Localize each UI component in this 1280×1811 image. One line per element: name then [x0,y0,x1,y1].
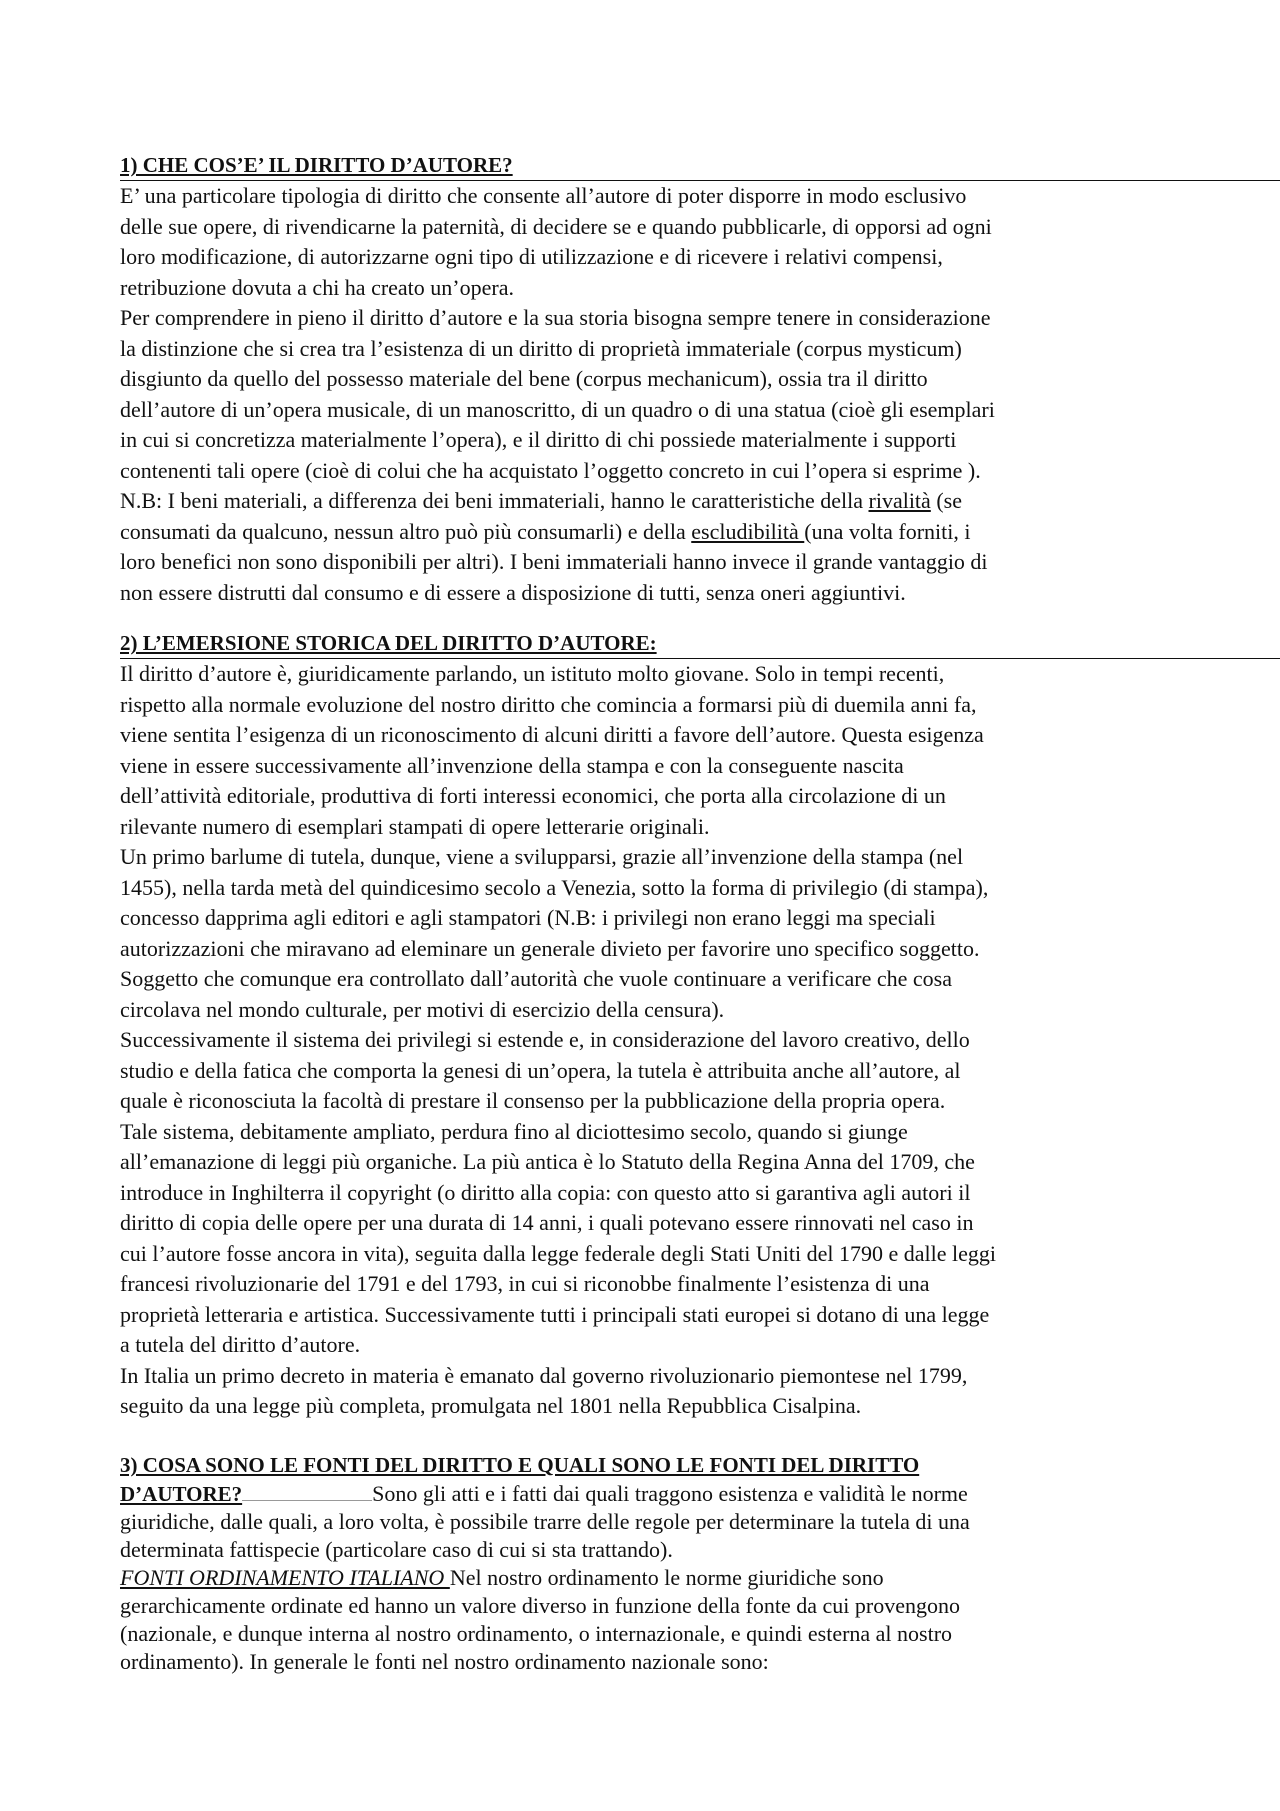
section-3-first-text: Sono gli atti e i fatti dai quali traggono esistenza e validità le norme [372,1481,968,1506]
section-2 [120,628,1280,1422]
paragraph-line: disgiunto da quello del possesso materiale del bene (corpus mechanicum), ossia tra il diritto [120,366,928,391]
paragraph-line: circolava nel mondo culturale, per motivi di esercizio della censura). [120,996,725,1022]
paragraph-line: E’ una particolare tipologia di diritto che consente all’autore di poter disporre in modo esclusivo [120,183,967,208]
paragraph-line: giuridiche, dalle quali, a loro volta, è possibile trarre delle regole per determinare la tutela di una [120,1509,970,1534]
paragraph-line: (nazionale, e dunque interna al nostro ordinamento, o internazionale, e quindi esterna al nostro [120,1621,953,1646]
paragraph-line: Il diritto d’autore è, giuridicamente parlando, un istituto molto giovane. Solo in tempi recenti, [120,661,945,686]
paragraph-line: concesso dapprima agli editori e agli stampatori (N.B: i privilegi non erano leggi ma speciali [120,905,936,930]
section-3-heading-2: D’AUTORE? [120,1482,243,1506]
nb-line-2 [120,517,1280,548]
section-2-heading: 2) L’EMERSIONE STORICA DEL DIRITTO D’AUTORE: [120,628,1280,659]
fonti-text: Nel nostro ordinamento le norme giuridiche sono [449,1565,884,1590]
nb-text: (una volta forniti, i [804,518,971,544]
paragraph-line: la distinzione che si crea tra l’esistenza di un diritto di proprietà immateriale (corpus mysticum) [120,335,962,361]
paragraph-line: studio e della fatica che comporta la genesi di un’opera, la tutela è attribuita anche all’autore, al [120,1057,961,1083]
paragraph-line: a tutela del diritto d’autore. [120,1332,361,1357]
nb-text: consumati da qualcuno, nessun altro può più consumarli) e della [120,518,692,544]
paragraph-line: determinata fattispecie (particolare caso di cui si sta trattando). [120,1537,673,1562]
paragraph-line: delle sue opere, di rivendicarne la paternità, di decidere se e quando pubblicarle, di opporsi ad ogni [120,213,992,239]
nb-line-1 [120,486,1280,517]
fonti-line [120,1564,1280,1592]
paragraph-line: proprietà letteraria e artistica. Successivamente tutti i principali stati europei si dotano di una legge [120,1301,990,1327]
paragraph-line: In Italia un primo decreto in materia è emanato dal governo rivoluzionario piemontese nel 1799, [120,1362,968,1388]
paragraph-line: rispetto alla normale evoluzione del nostro diritto che comincia a formarsi più di duemila anni fa, [120,691,977,717]
blank-gap [242,1499,372,1501]
fonti-label: FONTI ORDINAMENTO ITALIANO [120,1565,450,1590]
term-escludibilita: escludibilità [691,518,805,544]
paragraph-line: dell’attività editoriale, produttiva di forti interessi economici, che porta alla circolazione di un [120,783,946,808]
paragraph-line: Un primo barlume di tutela, dunque, viene a svilupparsi, grazie all’invenzione della stampa (nel [120,844,964,869]
paragraph-line: in cui si concretizza materialmente l’opera), e il diritto di chi possiede materialmente i supporti [120,427,957,452]
paragraph-line: francesi rivoluzionarie del 1791 e del 1793, in cui si riconobbe finalmente l’esistenza di una [120,1271,930,1296]
paragraph-line: 1455), nella tarda metà del quindicesimo secolo a Venezia, sotto la forma di privilegio (di stampa), [120,874,989,900]
nb-text: N.B: I beni materiali, a differenza dei beni immateriali, hanno le caratteristiche della [120,488,869,513]
section-3-heading: 3) COSA SONO LE FONTI DEL DIRITTO E QUALI SONO LE FONTI DEL DIRITTO [120,1453,920,1477]
paragraph-line: quale è riconosciuta la facoltà di prestare il consenso per la pubblicazione della propria opera. [120,1088,946,1113]
section-1 [120,150,1280,608]
section-1-heading: 1) CHE COS’E’ IL DIRITTO D’AUTORE? [120,150,1280,181]
paragraph-line: dell’autore di un’opera musicale, di un manoscritto, di un quadro o di una statua (cioè gli esemplari [120,396,995,422]
section-1-body [120,181,1280,608]
paragraph-line: introduce in Inghilterra il copyright (o diritto alla copia: con questo atto si garantiva agli autori il [120,1179,971,1205]
paragraph-line: non essere distrutti dal consumo e di essere a disposizione di tutti, senza oneri aggiuntivi. [120,579,906,605]
paragraph-line: ordinamento). In generale le fonti nel nostro ordinamento nazionale sono: [120,1649,769,1674]
section-3 [120,1450,1280,1676]
paragraph-line: cui l’autore fosse ancora in vita), seguita dalla legge federale degli Stati Uniti del 1790 e dalle leggi [120,1240,997,1266]
section-2-body [120,659,1280,1422]
paragraph-line: contenenti tali opere (cioè di colui che ha acquistato l’oggetto concreto in cui l’opera si esprime ). [120,457,981,483]
term-rivalita: rivalità [868,488,931,513]
paragraph-line: diritto di copia delle opere per una durata di 14 anni, i quali potevano essere rinnovati nel caso in [120,1210,974,1235]
paragraph-line: Tale sistema, debitamente ampliato, perdura fino al diciottesimo secolo, quando si giunge [120,1118,908,1144]
paragraph-line: seguito da una legge più completa, promulgata nel 1801 nella Repubblica Cisalpina. [120,1393,862,1418]
paragraph-line: all’emanazione di leggi più organiche. La più antica è lo Statuto della Regina Anna del 1709, che [120,1149,975,1174]
section-3-heading-cont [120,1480,1280,1508]
paragraph-line: Successivamente il sistema dei privilegi si estende e, in considerazione del lavoro creativo, dello [120,1027,970,1052]
paragraph-line: retribuzione dovuta a chi ha creato un’opera. [120,274,514,300]
paragraph-line: Per comprendere in pieno il diritto d’autore e la sua storia bisogna sempre tenere in considerazione [120,305,991,330]
paragraph-line: rilevante numero di esemplari stampati di opere letterarie originali. [120,813,710,839]
paragraph-line: loro benefici non sono disponibili per altri). I beni immateriali hanno invece il grande vantaggio di [120,549,988,574]
paragraph-line: Soggetto che comunque era controllato dall’autorità che vuole continuare a verificare che cosa [120,966,952,991]
paragraph-line: gerarchicamente ordinate ed hanno un valore diverso in funzione della fonte da cui provengono [120,1593,960,1618]
paragraph-line: viene in essere successivamente all’invenzione della stampa e con la conseguente nascita [120,752,904,778]
paragraph-line: loro modificazione, di autorizzarne ogni tipo di utilizzazione e di ricevere i relativi compensi, [120,244,943,269]
nb-text: (se [930,488,962,513]
paragraph-line: viene sentita l’esigenza di un riconoscimento di alcuni diritti a favore dell’autore. Questa esigenza [120,722,984,747]
paragraph-line: autorizzazioni che miravano ad eleminare un generale divieto per favorire uno specifico soggetto. [120,935,980,961]
